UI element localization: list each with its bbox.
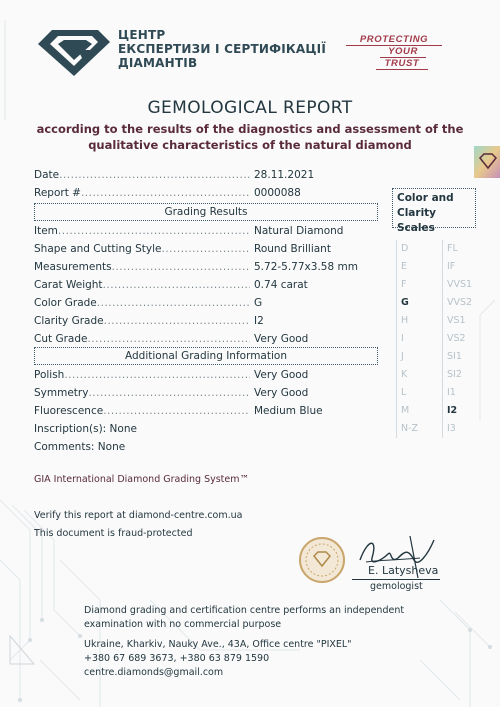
color-grade-row — [34, 294, 364, 312]
scales-title-box — [392, 188, 476, 234]
clarity-scale-cell: FL — [442, 240, 474, 258]
org-name-line3: ДІАМАНТІВ — [118, 56, 198, 70]
signer-role: gemologist — [370, 581, 423, 592]
measurements-row — [34, 258, 364, 276]
section-grading-results: Grading Results — [34, 203, 378, 221]
cut-grade-row — [34, 330, 364, 348]
fluorescence-label: Fluorescence ..... — [34, 402, 250, 420]
diamond-logo-icon — [34, 28, 114, 78]
polish-label: Polish ..... — [34, 366, 250, 384]
symmetry-row — [34, 384, 364, 402]
item-label: Item ..... — [34, 222, 250, 240]
signer-name: E. Latysheva — [368, 564, 439, 577]
measurements-label: Measurements ..... — [34, 258, 250, 276]
date-value: 28.11.2021 — [252, 166, 316, 184]
clarity-scale-cell: VS2 — [442, 330, 474, 348]
clarity-grade-value: I2 — [252, 312, 266, 330]
measurements-value: 5.72-5.77x3.58 mm — [252, 258, 360, 276]
comments-text: Comments: None — [34, 441, 126, 453]
report-title: GEMOLOGICAL REPORT — [147, 98, 353, 118]
phones-text: +380 67 689 3673, +380 63 879 1590 — [84, 653, 270, 664]
org-name-line1: ЦЕНТР — [118, 28, 166, 42]
gia-grading-system: GIA International Diamond Grading System™ — [34, 474, 250, 485]
fluorescence-row — [34, 402, 364, 420]
color-scale-cell: M — [396, 402, 426, 420]
scales-title-line2: Clarity Scales — [397, 207, 437, 234]
clarity-scale-cell: I1 — [442, 384, 474, 402]
symmetry-value: Very Good — [252, 384, 310, 402]
report-number-label: Report # ..... — [34, 184, 250, 202]
clarity-scale-cell: VS1 — [442, 312, 474, 330]
date-label: Date ..... — [34, 166, 250, 184]
clarity-scale-cell: VVS2 — [442, 294, 474, 312]
shape-row — [34, 240, 364, 258]
color-scale-cell: D — [396, 240, 426, 258]
signature-line — [352, 579, 440, 580]
org-name-line2: ЕКСПЕРТИЗИ І СЕРТИФІКАЦІЇ — [118, 42, 327, 56]
report-subtitle-line2: qualitative characteristics of the natural diamond — [88, 138, 412, 152]
clarity-scale-cell: I2 — [442, 402, 474, 420]
clarity-scale-cell: SI2 — [442, 366, 474, 384]
email-text: centre.diamonds@gmail.com — [84, 667, 224, 678]
date-row — [34, 166, 364, 184]
clarity-scale-cell: VVS1 — [442, 276, 474, 294]
color-scale-cell: F — [396, 276, 426, 294]
color-scale-cell: J — [396, 348, 426, 366]
color-scale-cell: K — [396, 366, 426, 384]
scales-title-line1: Color and — [397, 192, 454, 204]
address-text: Ukraine, Kharkiv, Nauky Ave., 43A, Office centre "PIXEL" — [84, 639, 352, 650]
color-scale-cell: I — [396, 330, 426, 348]
color-scale-cell: L — [396, 384, 426, 402]
clarity-scale-cell: I3 — [442, 420, 474, 438]
item-row — [34, 222, 364, 240]
shape-label: Shape and Cutting Style ..... — [34, 240, 250, 258]
disclaimer-line2: examination with no commercial purpose — [84, 619, 282, 630]
fluorescence-value: Medium Blue — [252, 402, 325, 420]
hologram-badge-icon — [474, 146, 500, 178]
disclaimer-line1: Diamond grading and certification centre performs an independent — [84, 605, 405, 616]
report-subtitle-line1: according to the results of the diagnostics and assessment of the — [36, 122, 464, 136]
clarity-scale-cell: IF — [442, 258, 474, 276]
item-value: Natural Diamond — [252, 222, 345, 240]
clarity-grade-row — [34, 312, 364, 330]
color-grade-label: Color Grade ..... — [34, 294, 250, 312]
symmetry-label: Symmetry ..... — [34, 384, 250, 402]
slogan-line3: TRUST — [376, 58, 428, 70]
report-number-value: 0000088 — [252, 184, 303, 202]
color-scale-cell: E — [396, 258, 426, 276]
seal-stamp-icon — [298, 536, 346, 584]
slogan-line2: YOUR — [380, 46, 426, 58]
carat-value: 0.74 carat — [252, 276, 310, 294]
verify-text: Verify this report at diamond-centre.com.ua — [34, 510, 243, 521]
cut-grade-label: Cut Grade ..... — [34, 330, 250, 348]
color-scale-cell: N-Z — [396, 420, 426, 438]
fraud-protection-text: This document is fraud-protected — [34, 528, 193, 539]
color-grade-value: G — [252, 294, 264, 312]
polish-value: Very Good — [252, 366, 310, 384]
carat-label: Carat Weight ..... — [34, 276, 250, 294]
report-number-row — [34, 184, 364, 202]
section-additional-info: Additional Grading Information — [34, 347, 378, 365]
clarity-scale-cell: SI1 — [442, 348, 474, 366]
signature-icon — [348, 530, 438, 586]
shape-value: Round Brilliant — [252, 240, 333, 258]
color-scale-cell: H — [396, 312, 426, 330]
slogan-line1: PROTECTING — [346, 34, 442, 46]
cut-grade-value: Very Good — [252, 330, 310, 348]
polish-row — [34, 366, 364, 384]
color-scale-cell: G — [396, 294, 426, 312]
carat-row — [34, 276, 364, 294]
clarity-grade-label: Clarity Grade ..... — [34, 312, 250, 330]
slogan — [346, 34, 442, 70]
inscriptions-text: Inscription(s): None — [34, 423, 137, 435]
